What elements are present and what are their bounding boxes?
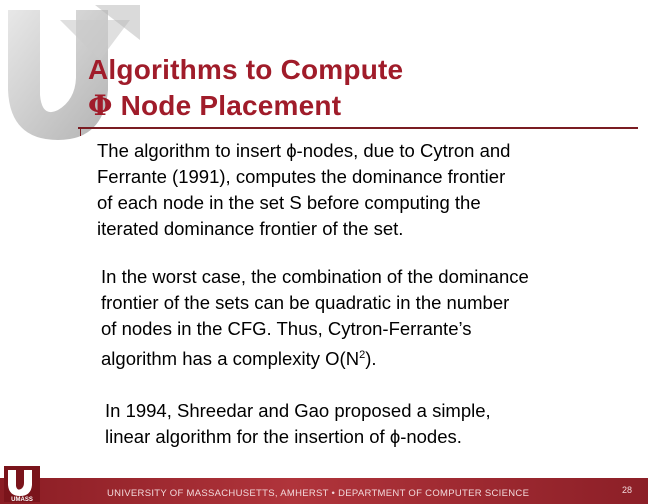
paragraph-cytron-ferrante — [97, 138, 510, 242]
p2-line-2: frontier of the sets can be quadratic in the number — [101, 292, 510, 313]
complexity-close: ). — [365, 348, 377, 370]
p1-line-1: The algorithm to insert ϕ-nodes, due to Cytron and — [97, 140, 511, 161]
title-underline-tick — [80, 128, 81, 136]
title-line-1: Algorithms to Compute — [88, 54, 404, 85]
complexity-exponent: 2 — [359, 349, 366, 361]
title-underline — [78, 127, 638, 129]
title-line-2-text: Node Placement — [112, 90, 342, 121]
p1-line-2: Ferrante (1991), computes the dominance frontier — [97, 166, 506, 187]
p3-line-2: linear algorithm for the insertion of ϕ-nodes. — [105, 426, 462, 447]
slide-title — [88, 52, 403, 124]
p2-line-1: In the worst case, the combination of the dominance — [101, 266, 529, 287]
p2-line-4 — [101, 342, 529, 372]
umass-logo-icon — [4, 466, 40, 502]
paragraph-shreedar-gao — [105, 398, 491, 450]
p3-line-1: In 1994, Shreedar and Gao proposed a simple, — [105, 400, 491, 421]
title-line-2 — [88, 88, 403, 124]
p2-line-3: of nodes in the CFG. Thus, Cytron-Ferrante’s — [101, 318, 472, 339]
page-number: 28 — [621, 485, 632, 495]
paragraph-worst-case — [101, 264, 529, 372]
logo-wordmark: UMASS — [11, 497, 33, 502]
phi-symbol: Φ — [88, 89, 113, 122]
complexity-text: algorithm has a complexity O(N — [101, 348, 360, 370]
p1-line-3: of each node in the set S before computing the — [97, 192, 481, 213]
footer-institution: UNIVERSITY OF MASSACHUSETTS, AMHERST • DEPARTMENT OF COMPUTER SCIENCE — [107, 488, 530, 499]
p1-line-4: iterated dominance frontier of the set. — [97, 218, 404, 239]
